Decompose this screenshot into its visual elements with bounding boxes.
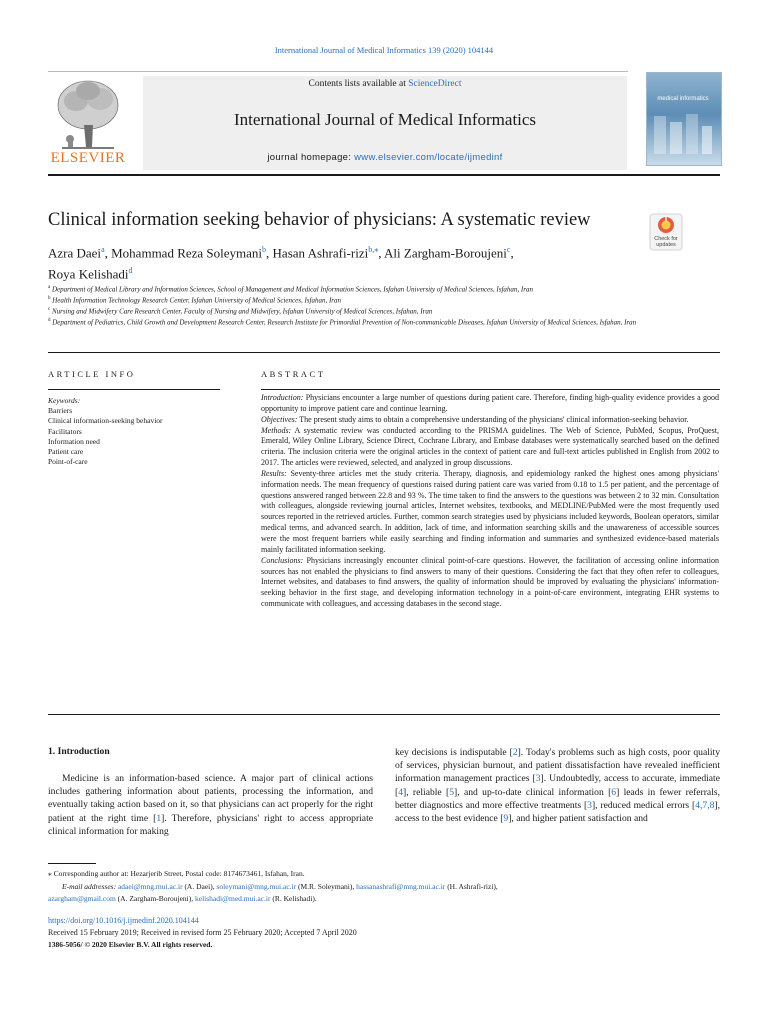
contents-line: [143, 79, 627, 89]
author-affil-sup[interactable]: b: [262, 245, 267, 254]
email-addresses-cont: [48, 893, 720, 904]
citation-link[interactable]: 3: [535, 773, 541, 785]
author-name[interactable]: Ali Zargham-Boroujeni: [384, 245, 507, 261]
abstract-section: [261, 415, 719, 426]
citation-link[interactable]: 5: [449, 786, 455, 798]
body-text: ] leads in fewer referrals, better diagnostics and more effective treatments [: [395, 786, 720, 811]
article-title: Clinical information seeking behavior of physicians: A systematic review: [48, 210, 591, 230]
affiliation-text: Department of Medical Library and Information Sciences, School of Management and Medical Information Sciences, Isfahan University of Medical Sciences, Isfahan, Iran: [51, 285, 533, 294]
affiliation: [48, 294, 648, 305]
abstract-section-text: Physicians encounter a large number of questions during patient care. Therefore, finding high-quality evidence provides a good opportunity to improve patient care and continue learning.: [261, 393, 719, 413]
author-affil-sup[interactable]: b,⁎: [368, 245, 379, 254]
abstract-section: [261, 393, 719, 415]
keyword: Patient care: [48, 447, 84, 457]
citation-link[interactable]: 4: [398, 786, 403, 798]
abstract-section: [261, 469, 719, 556]
author-name[interactable]: Mohammad Reza Soleymani: [111, 245, 263, 261]
journal-title: International Journal of Medical Informatics: [233, 110, 537, 129]
email-owner: (R. Kelishadi).: [270, 894, 317, 903]
body-column-right: [395, 746, 720, 825]
email-link[interactable]: hassanashrafi@mng.mui.ac.ir: [356, 882, 446, 891]
body-text: ], reliable [: [403, 786, 450, 798]
body-text: ], and higher patient satisfaction and: [508, 813, 648, 825]
received-dates: Received 15 February 2019; Received in revised form 25 February 2020; Accepted 7 April 2020: [48, 928, 357, 937]
header-bottom-rule: [48, 174, 720, 176]
corresponding-author-note: ⁎ Corresponding author at: Hezarjerib Street, Postal code: 8174673461, Isfahan, Iran.: [48, 869, 305, 878]
keywords-label: Keywords:: [48, 396, 81, 405]
journal-homepage-line: [143, 152, 627, 163]
affiliation-text: Department of Pediatrics, Child Growth and Development Research Center, Research Institute for Primordial Prevention of Non-communicable Diseases, Isfahan University of Medical Sciences, Isfahan, Iran: [52, 318, 637, 327]
affiliation: [48, 316, 648, 327]
email-owner: (M.R. Soleymani),: [296, 882, 357, 891]
citation-link[interactable]: 9: [503, 813, 509, 825]
email-owner: (H. Ashrafi-rizi),: [445, 882, 498, 891]
citation-link[interactable]: 6: [611, 786, 617, 798]
body-column-left: [48, 772, 373, 838]
abstract-section-label: Results:: [261, 468, 287, 478]
author-name[interactable]: Hasan Ashrafi-rizi: [272, 245, 369, 261]
keyword: Information need: [48, 436, 100, 446]
affiliation: [48, 305, 648, 316]
body-paragraph: [48, 772, 373, 838]
keyword: Barriers: [48, 406, 73, 416]
email-link[interactable]: adaei@mng.mui.ac.ir: [117, 882, 183, 891]
journal-cover-title: medical informatics: [657, 96, 709, 102]
body-text: ], access to the best evidence [: [395, 799, 720, 825]
body-paragraph: [395, 746, 720, 825]
author-name[interactable]: Roya Kelishadi: [48, 266, 129, 282]
email-link[interactable]: soleymani@mng.mui.ac.ir: [216, 882, 297, 891]
affiliation-sup: c: [48, 307, 51, 312]
body-text: Medicine is an information-based science. A major part of clinical actions includes gathering information about patients, processing the information, and eventually taking action based on it, so that physicians can act properly for the right patient at the right time [: [48, 773, 373, 824]
email-link[interactable]: azargham@gmail.com: [48, 894, 116, 903]
citation-link[interactable]: 1: [156, 812, 162, 824]
body-text: ], reduced medical errors [: [591, 799, 696, 811]
abstract-body: [261, 393, 719, 610]
email-owner: (A. Daei),: [182, 882, 217, 891]
header-top-rule: [48, 71, 628, 72]
citation-link[interactable]: 3: [587, 799, 592, 811]
article-info-heading: ARTICLE INFO: [48, 369, 136, 379]
section-heading-introduction: 1. Introduction: [48, 746, 110, 757]
abstract-section-text: Seventy-three articles met the study criteria. Therapy, diagnosis, and epidemiology ranked the highest ones among physicians' information needs. The mean frequency of questions raised during patient care was varied from 0.18 to 1.5 per patient, and the percentage of questions answered ranged between 22.8 and 93 %. The time taken to find the answers to the questions was between 2 to 32 min. Consultation with colleagues, alongside reviewing journal articles, Internet websites, textbooks, and MEDLINE/PubMed were the most frequently used sources reported in the retrieved articles. Further, common search strategies used by physicians included keywords, Boolean operators, similar medical terms, and advanced search. In addition, lack of time, and information searching skills and the unawareness of accessible sources were the most frequent barriers while easily searching and finding information and summaries and synthesized evidence-based materials mainly facilitated information seeking.: [261, 468, 719, 554]
author-name[interactable]: Azra Daei: [48, 245, 102, 261]
affiliation-text: Health Information Technology Research Center, Isfahan University of Medical Sciences, Isfahan, Iran: [52, 296, 342, 305]
body-text: ]. Today's problems such as high costs, poor quality of services, physician burnout, and patient dissatisfaction have revealed inefficient information management practices [: [395, 747, 720, 785]
abstract-section-label: Introduction:: [261, 393, 304, 402]
citation-link[interactable]: 2: [512, 747, 518, 758]
keyword: Clinical information-seeking behavior: [48, 416, 163, 426]
affiliation-text: Nursing and Midwifery Care Research Center, Faculty of Nursing and Midwifery, Isfahan University of Medical Sciences, Isfahan, Iran: [51, 307, 433, 316]
abstract-section: [261, 556, 719, 610]
author-affil-sup[interactable]: c: [506, 245, 511, 254]
homepage-link[interactable]: www.elsevier.com/locate/ijmedinf: [354, 152, 503, 163]
author-affil-sup[interactable]: a: [101, 245, 105, 254]
doi-link[interactable]: https://doi.org/10.1016/j.ijmedinf.2020.104144: [48, 916, 199, 925]
abstract-section-label: Conclusions:: [261, 555, 304, 565]
article-info-rule: [48, 389, 220, 390]
affiliation: [48, 283, 648, 294]
email-link[interactable]: kelishadi@med.mui.ac.ir: [195, 894, 271, 903]
cover-graphic-icon: [652, 112, 714, 158]
email-owner: (A. Zargham-Boroujeni),: [115, 894, 196, 903]
author-list: Azra Daei$^a$, Mohammad Reza Soleymani$^b$, Hasan Ashrafi-rizi$^{b,⁎}$, Ali Zargham-Boroujeni$^c$, Roya Kelishadi$^d$: [48, 245, 514, 282]
keyword: Point-of-care: [48, 457, 88, 467]
abstract-section-label: Objectives:: [261, 414, 298, 424]
affiliation-sup: d: [48, 318, 51, 323]
check-for-updates-label[interactable]: Check for updates: [654, 236, 678, 248]
abstract-rule: [261, 389, 720, 390]
journal-reference[interactable]: International Journal of Medical Informatics 139 (2020) 104144: [274, 45, 494, 55]
abstract-section-text: A systematic review was conducted according to the PRISMA guidelines. The Web of Science, PubMed, Scopus, ProQuest, Emerald, Wiley Online Library, Science Direct, Cochrane Library, and Embase databases were systematically searched based on the defined criteria. The inclusion criteria were the original articles in the context of patient care and full-text articles published in English from 2002 to 2017. The articles were reviewed, selected, and analyzed in group discussions.: [261, 425, 719, 468]
abstract-section-label: Methods:: [261, 425, 292, 435]
sciencedirect-link[interactable]: ScienceDirect: [408, 79, 462, 89]
body-text: ]. Undoubtedly, access to accurate, immediate [: [395, 773, 720, 798]
affiliation-sup: a: [48, 285, 51, 290]
copyright-line: 1386-5056/ © 2020 Elsevier B.V. All rights reserved.: [48, 940, 213, 949]
homepage-prefix: journal homepage:: [267, 152, 355, 163]
abstract-section-text: The present study aims to obtain a comprehensive understanding of the physicians' clinical information-seeking behavior.: [297, 414, 689, 424]
contents-prefix: Contents lists available at: [308, 79, 409, 89]
abstract-section-text: Physicians increasingly encounter clinical point-of-care questions. However, the facilitation of accessing online information sources has not enabled the physicians to find answers to many of their questions. Considering the fact that they often refer to colleagues, Internet websites, and databases to find answers, the quality of information should be improved by evaluating the physicians' information-seeking behavior in the first stage, and developing information technology in a point-of-care environment, integrating EHR systems to communicate with colleagues, and accessing databases in the second stage.: [261, 555, 719, 609]
body-text: ]. Therefore, physicians' right to access appropriate clinical information for making: [48, 812, 373, 837]
abstract-bottom-rule: [48, 714, 720, 715]
keyword: Facilitators: [48, 426, 82, 436]
section-divider: [48, 352, 720, 353]
email-addresses: [62, 881, 720, 892]
footnote-rule: [48, 863, 96, 864]
author-affil-sup[interactable]: d: [128, 266, 133, 276]
email-label: E-mail addresses:: [62, 882, 118, 891]
affiliation-sup: b: [48, 296, 51, 301]
body-text: key decisions is indisputable [: [395, 747, 513, 758]
citation-link[interactable]: 4,7,8: [695, 799, 715, 811]
keywords-list: [48, 396, 248, 467]
publisher-logo-text: ELSEVIER: [50, 150, 126, 166]
body-text: ], and up-to-date clinical information [: [454, 786, 612, 798]
abstract-section: [261, 426, 719, 469]
abstract-heading: ABSTRACT: [261, 369, 326, 379]
